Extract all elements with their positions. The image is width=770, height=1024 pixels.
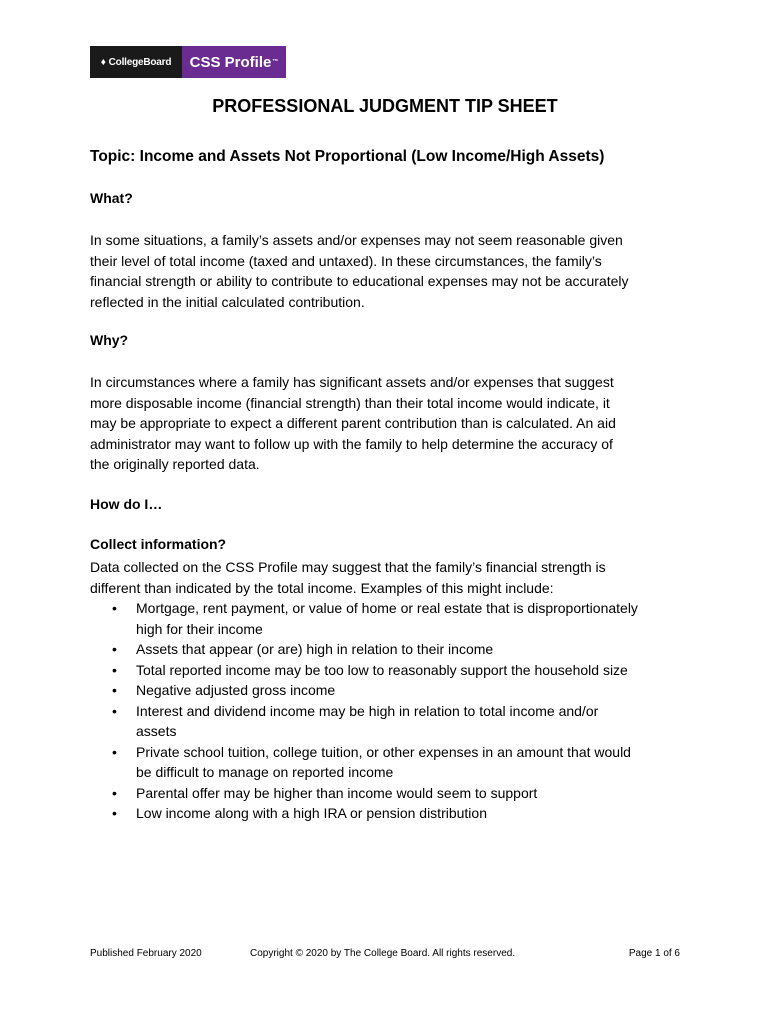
list-item [90, 680, 710, 701]
list-item-text: Interest and dividend income may be high in relation to total income and/or [136, 702, 599, 719]
list-item [90, 701, 710, 742]
list-item-text: Low income along with a high IRA or pension distribution [136, 805, 487, 821]
list-item [90, 783, 710, 804]
list-item-text: Total reported income may be too low to reasonably support the household size [136, 661, 628, 678]
collegeboard-logo [90, 46, 182, 78]
bullet-icon: • [112, 600, 117, 616]
list-item [90, 660, 710, 681]
list-item-text: Private school tuition, college tuition, or other expenses in an amount that would [136, 743, 631, 760]
list-item-text: Parental offer may be higher than income would seem to support [136, 784, 538, 801]
bullet-icon: • [112, 805, 117, 821]
list-item-text: Assets that appear (or are) high in relation to their income [136, 641, 494, 657]
paragraph-line: different than indicated by the total income. Examples of this might include: [90, 579, 554, 596]
paragraph-line: financial strength or ability to contribute to educational expenses may not be accurately [90, 273, 629, 289]
trademark-symbol: ™ [272, 59, 279, 65]
bullet-icon: • [112, 784, 117, 801]
topic-heading: Topic: Income and Assets Not Proportional (Low Income/High Assets) [90, 148, 605, 165]
collegeboard-logo-text: CollegeBoard [108, 56, 172, 68]
css-profile-logo [90, 46, 286, 78]
paragraph-line: the originally reported data. [90, 456, 260, 472]
list-item [90, 742, 710, 783]
what-paragraph [90, 230, 690, 312]
list-item-text: high for their income [136, 620, 263, 637]
bullet-icon: • [112, 743, 117, 760]
footer-copyright: Copyright © 2020 by The College Board. All rights reserved. [250, 948, 516, 959]
list-item [90, 803, 710, 824]
list-item-text: Negative adjusted gross income [136, 682, 336, 698]
list-item [90, 598, 710, 639]
paragraph-line: In circumstances where a family has significant assets and/or expenses that suggest [90, 374, 614, 390]
footer-published: Published February 2020 [90, 948, 202, 959]
how-heading: How do I… [90, 496, 163, 512]
list-item-text: Mortgage, rent payment, or value of home or real estate that is disproportionately [136, 600, 638, 616]
why-heading: Why? [90, 332, 129, 348]
collect-paragraph [90, 557, 690, 598]
paragraph-line: their level of total income (taxed and untaxed). In these circumstances, the family’s [90, 252, 602, 269]
document-title: PROFESSIONAL JUDGMENT TIP SHEET [212, 96, 558, 116]
paragraph-line: In some situations, a family’s assets and/or expenses may not seem reasonable given [90, 232, 623, 248]
paragraph-line: reflected in the initial calculated contribution. [90, 293, 365, 310]
what-heading: What? [90, 190, 133, 206]
why-paragraph [90, 372, 690, 475]
list-item-text: be difficult to manage on reported income [136, 764, 394, 780]
bullet-icon: • [112, 661, 117, 678]
paragraph-line: may be appropriate to expect a different parent contribution than is calculated. An aid [90, 415, 616, 431]
footer-page-number: Page 1 of 6 [628, 948, 680, 959]
paragraph-line: Data collected on the CSS Profile may suggest that the family’s financial strength is [90, 559, 606, 575]
bullet-icon: • [112, 682, 117, 698]
paragraph-line: administrator may want to follow up with the family to help determine the accuracy of [90, 435, 613, 452]
collect-heading: Collect information? [90, 536, 227, 552]
bullet-icon: • [112, 641, 117, 657]
css-profile-logo-text: CSS Profile [189, 53, 272, 71]
css-profile-logo-box [182, 46, 286, 78]
paragraph-line: more disposable income (financial strength) than their total income would indicate, it [90, 394, 610, 411]
bullet-icon: • [112, 702, 117, 719]
examples-bullet-list [90, 598, 710, 824]
list-item-text: assets [136, 723, 177, 739]
acorn-icon: ♦ [100, 56, 106, 68]
list-item [90, 639, 710, 660]
